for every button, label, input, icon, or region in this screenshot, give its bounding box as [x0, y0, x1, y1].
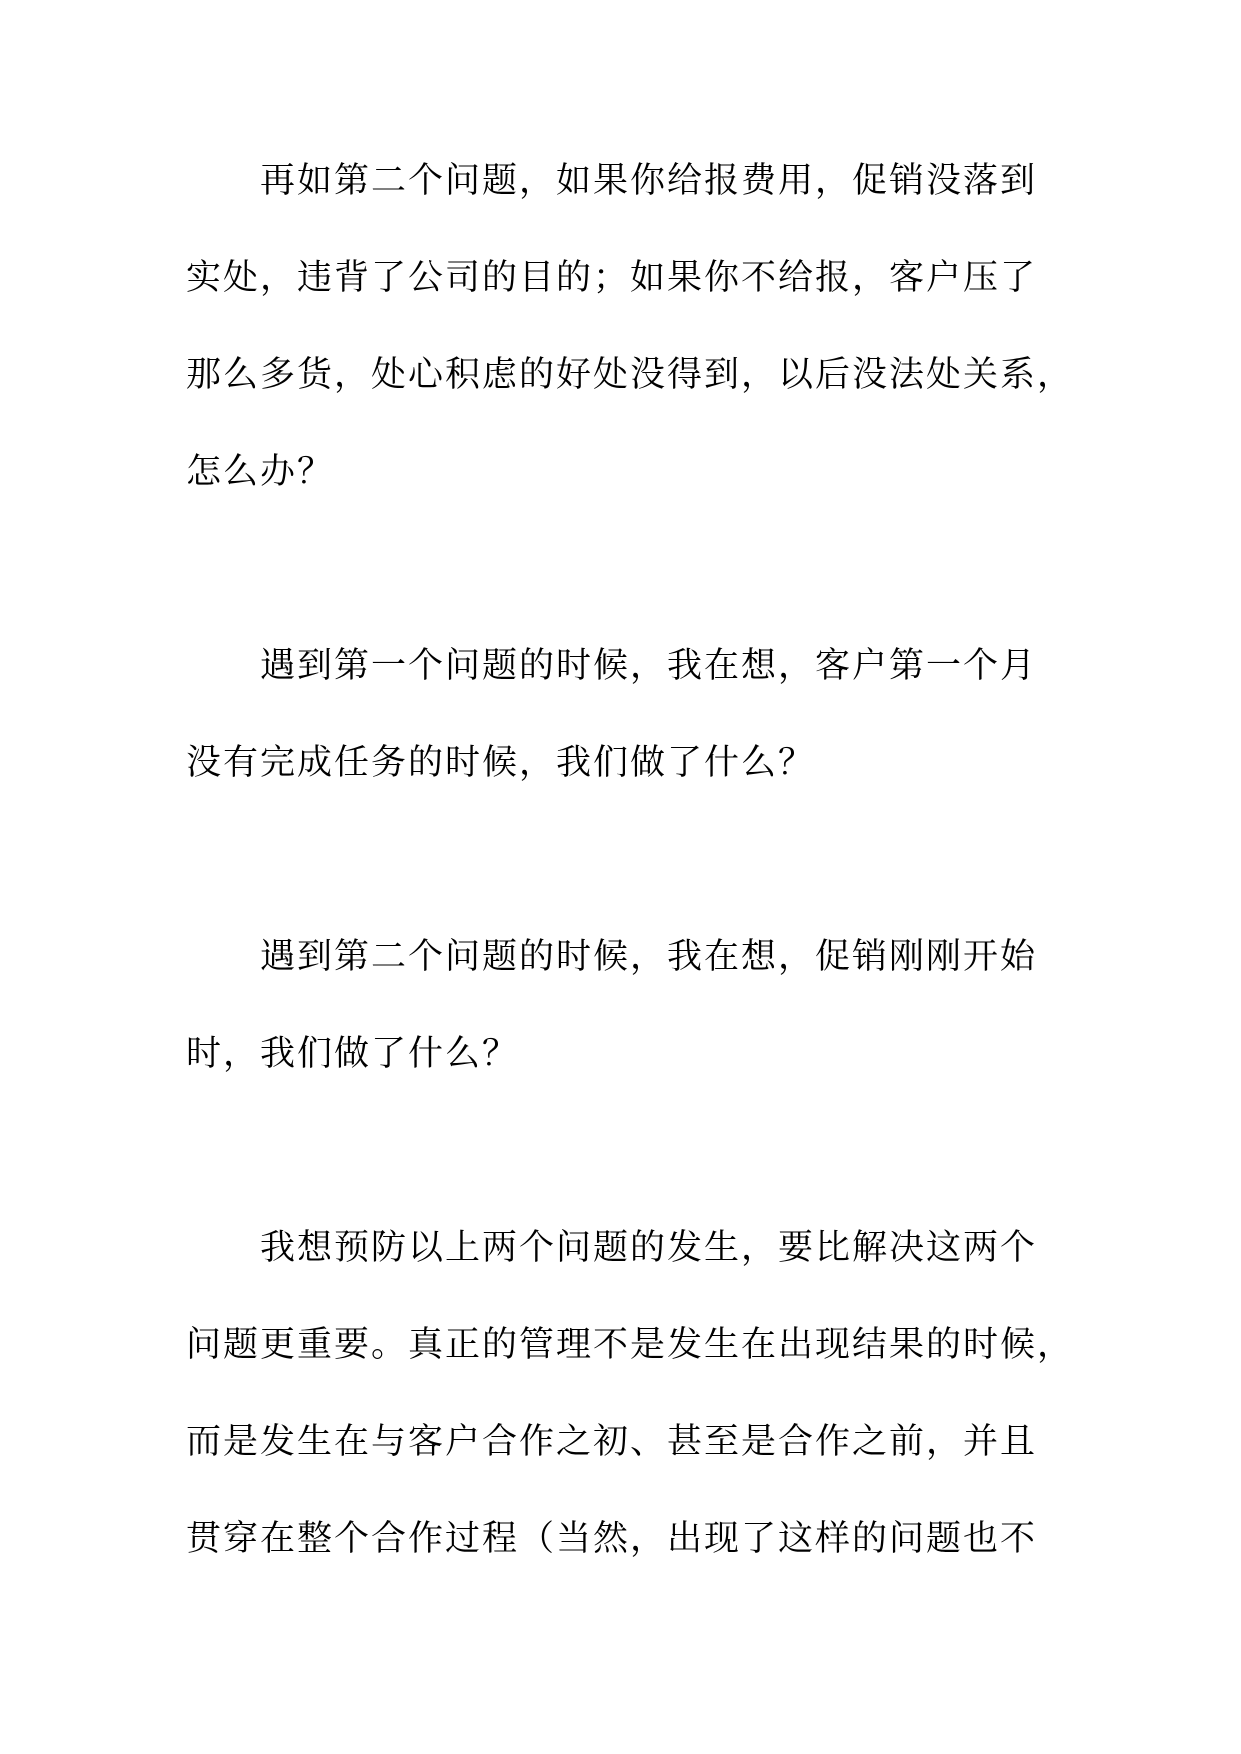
paragraph-4 [186, 1225, 1075, 1613]
paragraph-2 [186, 643, 1062, 837]
text-line: 问题更重要。真正的管理不是发生在出现结果的时候， [186, 1325, 1075, 1365]
paragraph-spacer [186, 1128, 1062, 1225]
text-line: 而是发生在与客户合作之初、甚至是合作之前，并且 [186, 1422, 1038, 1462]
text-line: 遇到第二个问题的时候，我在想，促销刚刚开始 [186, 937, 1038, 977]
paragraph-spacer [186, 837, 1062, 934]
paragraph-1 [186, 158, 1075, 546]
text-line: 那么多货，处心积虑的好处没得到，以后没法处关系， [186, 355, 1075, 395]
text-line: 时，我们做了什么？ [186, 1034, 520, 1074]
paragraph-3 [186, 934, 1062, 1128]
document-body [186, 158, 1075, 1613]
text-line: 实处，违背了公司的目的；如果你不给报，客户压了 [186, 258, 1038, 298]
text-line: 怎么办？ [186, 452, 335, 492]
paragraph-spacer [186, 546, 1062, 643]
text-line: 再如第二个问题，如果你给报费用，促销没落到 [186, 161, 1038, 201]
text-line: 贯穿在整个合作过程（当然，出现了这样的问题也不 [186, 1519, 1038, 1559]
text-line: 没有完成任务的时候，我们做了什么？ [186, 743, 816, 783]
text-line: 我想预防以上两个问题的发生，要比解决这两个 [186, 1228, 1038, 1268]
text-line: 遇到第一个问题的时候，我在想，客户第一个月 [186, 646, 1038, 686]
